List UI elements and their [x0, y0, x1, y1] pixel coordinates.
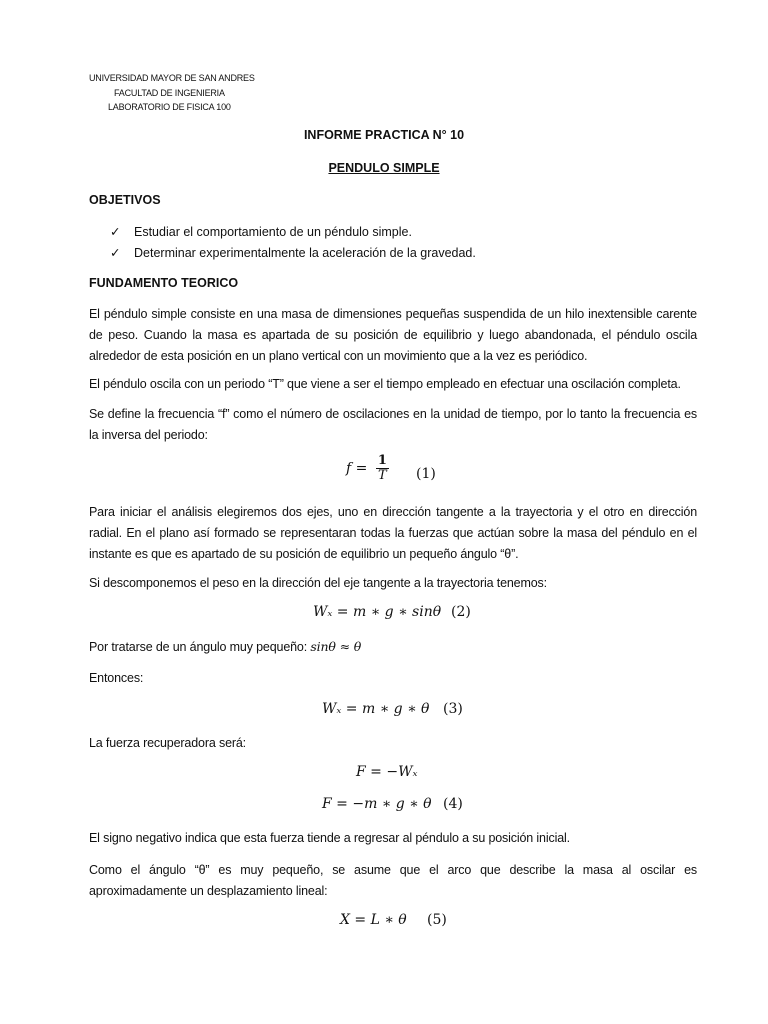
checkmark-icon: ✓ [110, 246, 121, 260]
list-item [110, 222, 476, 243]
paragraph: Entonces: [89, 671, 144, 685]
inline-equation: sinθ ≈ θ [310, 639, 362, 654]
theory-heading: FUNDAMENTO TEORICO [89, 276, 239, 290]
paragraph: Si descomponemos el peso en la dirección del eje tangente a la trayectoria tenemos: [89, 576, 547, 590]
equation-number: (3) [443, 701, 463, 717]
objectives-list [110, 222, 476, 264]
equation-3: Wₓ = m ∗ g ∗ θ [322, 701, 430, 717]
university-name: UNIVERSIDAD MAYOR DE SAN ANDRES [89, 73, 255, 83]
paragraph: Para iniciar el análisis elegiremos dos ejes, uno en dirección tangente a la trayectoria y el otro en dirección radial. En el plano así formado se representaran todas la fuerzas que actúan sobre la masa del péndulo en el instante es que es apartado de su posición de equilibrio un pequeño ángulo “θ”. [89, 505, 697, 561]
equation-4: F = −m ∗ g ∗ θ [322, 796, 432, 812]
equation-2: Wₓ = m ∗ g ∗ sinθ [313, 604, 442, 620]
topic-title: PENDULO SIMPLE [328, 161, 440, 175]
fraction-denominator: T [378, 468, 387, 483]
objective-text: Estudiar el comportamiento de un péndulo simple. [134, 225, 412, 239]
paragraph [89, 636, 697, 658]
equation-number: (1) [416, 466, 436, 482]
paragraph: El péndulo oscila con un periodo “T” que viene a ser el tiempo empleado en efectuar una oscilación completa. [89, 377, 681, 391]
paragraph: Como el ángulo “θ” es muy pequeño, se asume que el arco que describe la masa al oscilar es aproximadamente un desplazamiento lineal: [89, 863, 697, 898]
equation-number: (4) [443, 796, 463, 812]
paragraph: La fuerza recuperadora será: [89, 736, 247, 750]
objective-text: Determinar experimentalmente la aceleración de la gravedad. [134, 246, 476, 260]
equation-lhs: f = [346, 460, 368, 477]
lab-name: LABORATORIO DE FISICA 100 [108, 102, 231, 112]
objectives-heading: OBJETIVOS [89, 193, 161, 207]
report-title: INFORME PRACTICA N° 10 [303, 128, 465, 142]
paragraph: El péndulo simple consiste en una masa de dimensiones pequeñas suspendida de un hilo inextensible carente de peso. Cuando la masa es apartada de su posición de equilibrio y luego abandonada, el péndulo oscila alrededor de esta posición en un plano vertical con un movimiento que a la vez es periódico. [89, 307, 697, 363]
equation-5: X = L ∗ θ [340, 912, 407, 928]
paragraph: Se define la frecuencia “f” como el número de oscilaciones en la unidad de tiempo, por lo tanto la frecuencia es la inversa del periodo: [89, 407, 697, 442]
paragraph-text: Por tratarse de un ángulo muy pequeño: [89, 640, 308, 654]
faculty-name: FACULTAD DE INGENIERIA [114, 88, 225, 98]
list-item [110, 243, 476, 264]
equation-4a: F = −Wₓ [356, 764, 418, 780]
equation-number: (5) [427, 912, 447, 928]
checkmark-icon: ✓ [110, 225, 121, 239]
equation-number: (2) [451, 604, 471, 620]
fraction-numerator: 1 [377, 453, 387, 468]
equation-1 [346, 454, 389, 483]
fraction [376, 454, 389, 483]
paragraph: El signo negativo indica que esta fuerza tiende a regresar al péndulo a su posición inicial. [89, 831, 570, 845]
